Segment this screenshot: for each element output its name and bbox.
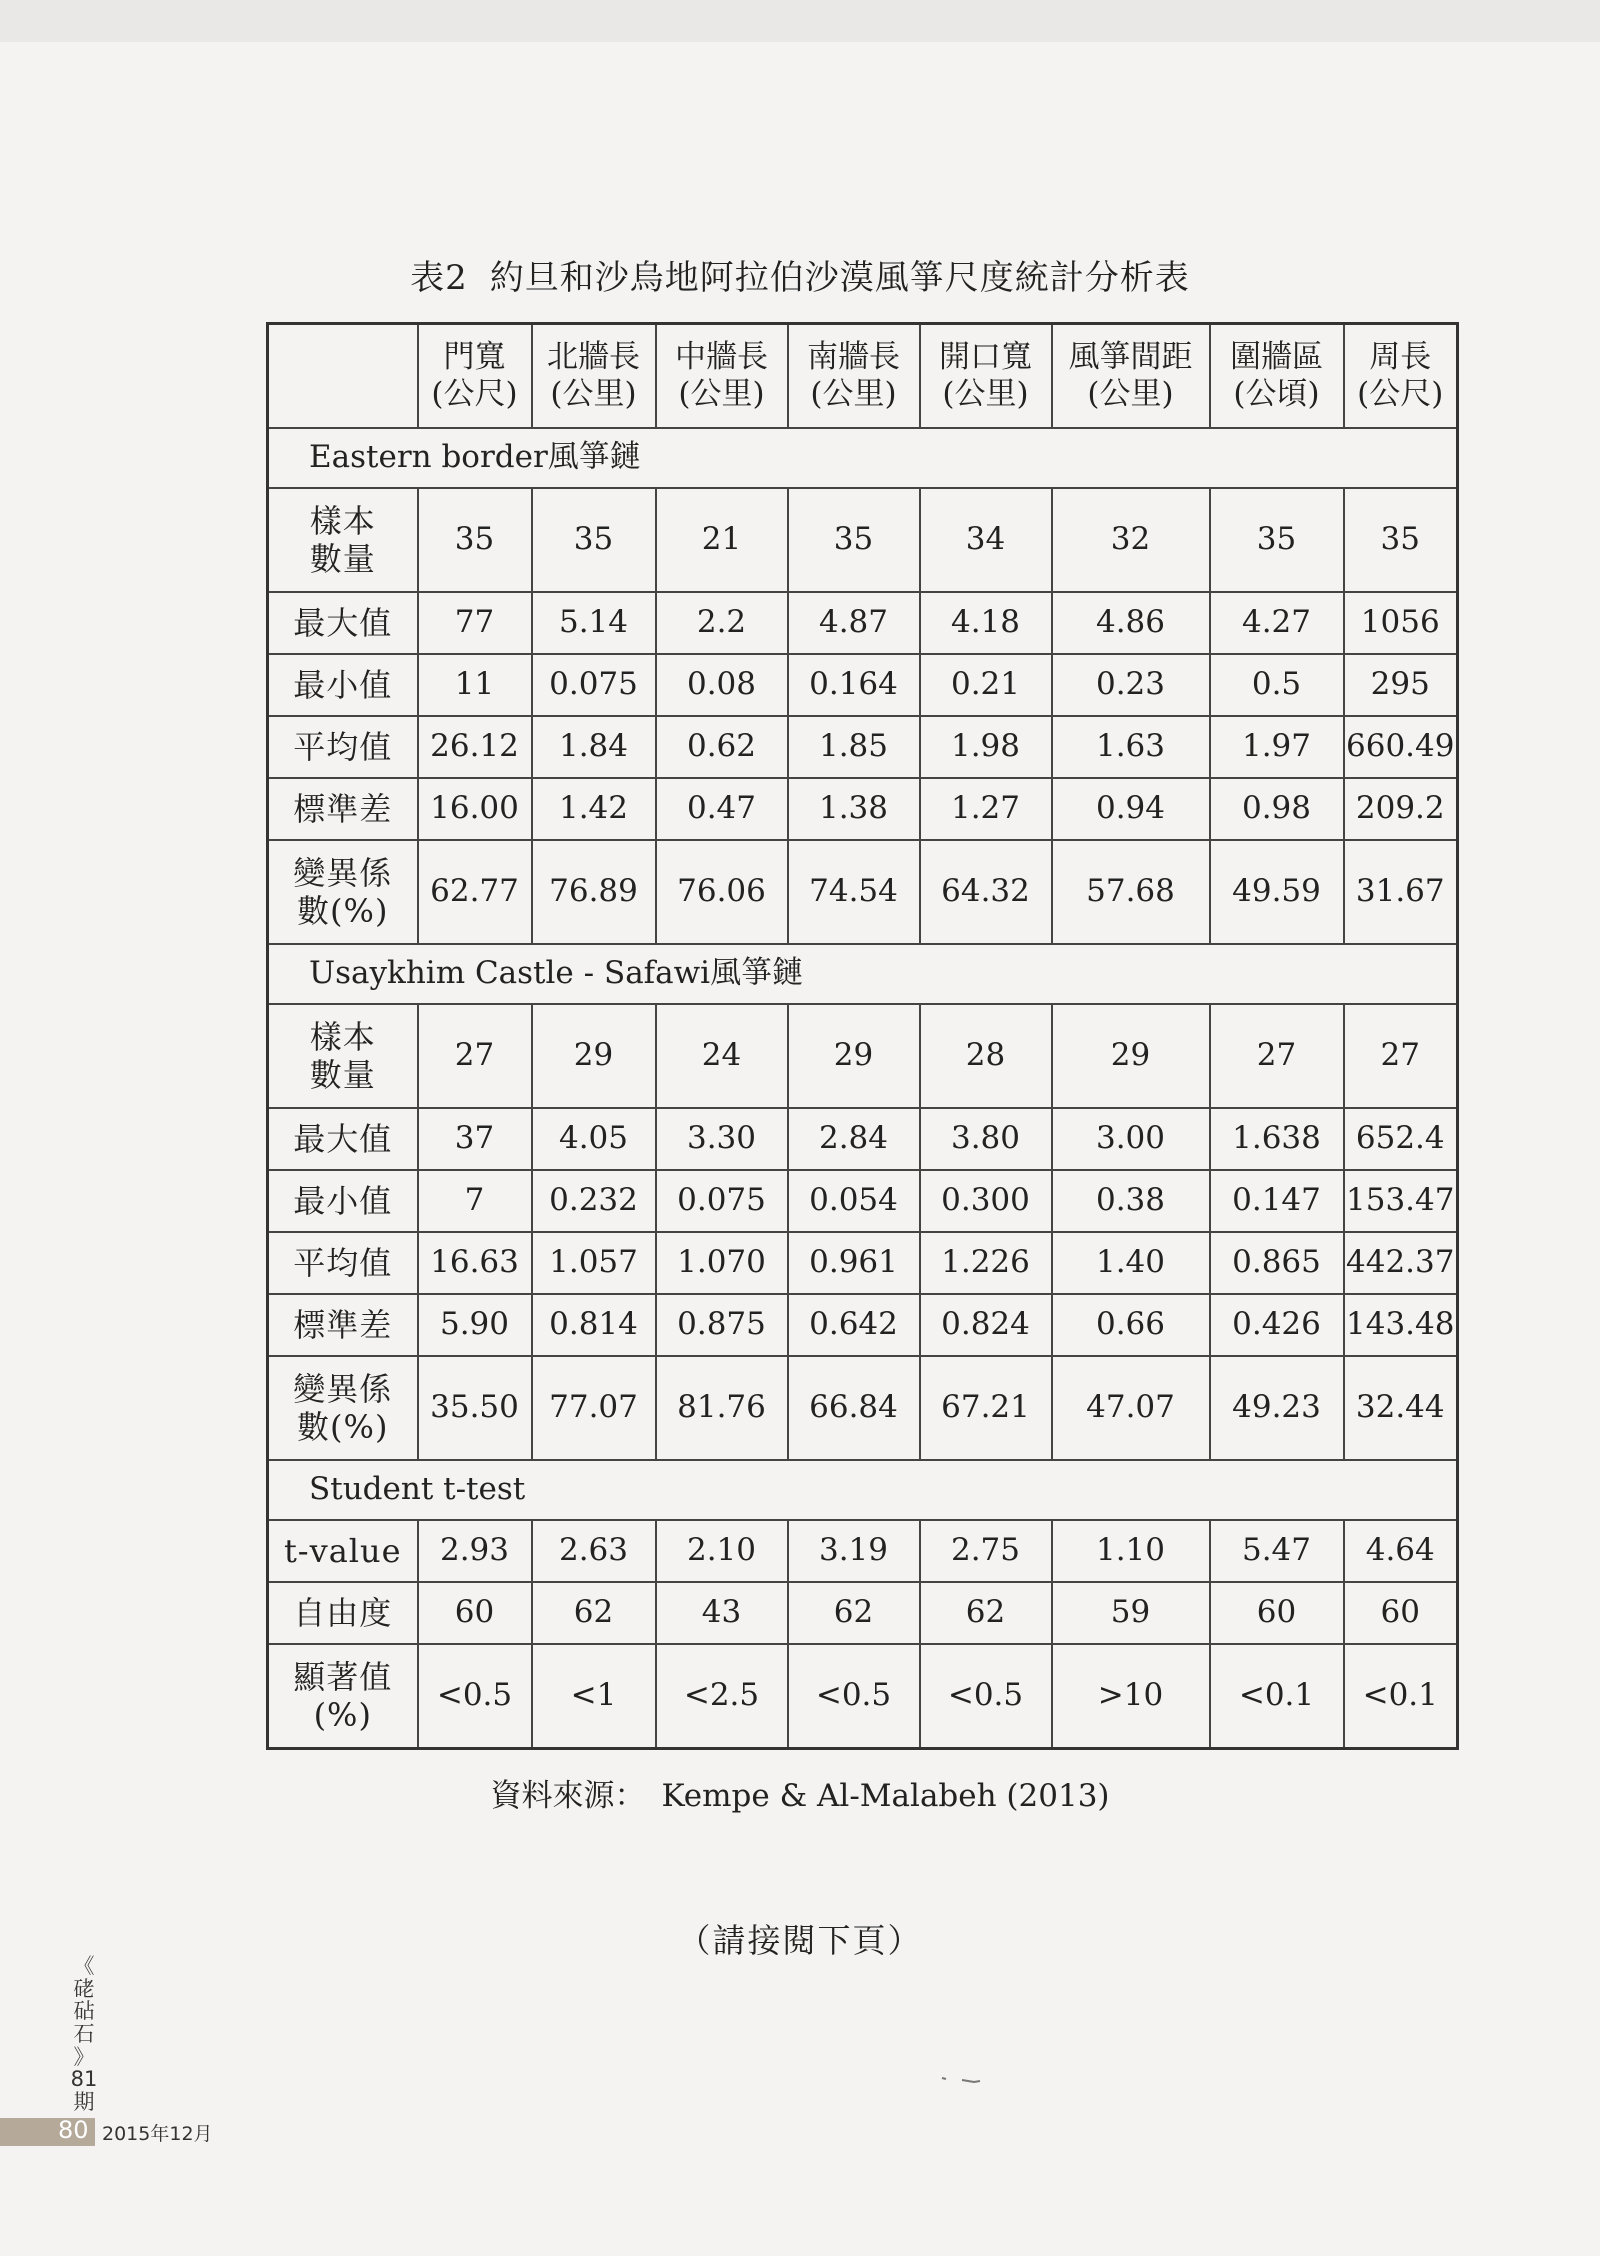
row-label-line: 標準差 bbox=[293, 789, 393, 828]
statistics-table bbox=[266, 322, 1459, 1750]
column-name: 周長 bbox=[1369, 338, 1432, 375]
table-cell: 0.47 bbox=[656, 778, 788, 840]
row-label-line: 最大值 bbox=[293, 603, 393, 642]
row-label bbox=[268, 1356, 418, 1460]
table-row bbox=[268, 840, 1458, 944]
table-row bbox=[268, 1294, 1458, 1356]
table-cell: 62 bbox=[920, 1582, 1052, 1644]
table-cell: 3.19 bbox=[788, 1520, 920, 1582]
table-cell: <0.1 bbox=[1344, 1644, 1458, 1749]
table-cell: 67.21 bbox=[920, 1356, 1052, 1460]
column-name: 圍牆區 bbox=[1230, 338, 1323, 375]
table-cell: 2.84 bbox=[788, 1108, 920, 1170]
table-row bbox=[268, 1520, 1458, 1582]
scan-smudge-mark bbox=[940, 2074, 1000, 2086]
column-name: 門寬 bbox=[443, 338, 506, 375]
column-unit: (公尺) bbox=[431, 376, 518, 412]
row-label bbox=[268, 840, 418, 944]
table-cell: 2.63 bbox=[532, 1520, 656, 1582]
table-cell: 0.38 bbox=[1052, 1170, 1210, 1232]
table-cell: 3.30 bbox=[656, 1108, 788, 1170]
table-cell: 0.98 bbox=[1210, 778, 1344, 840]
column-header bbox=[788, 324, 920, 429]
column-header bbox=[656, 324, 788, 429]
table-cell: 62 bbox=[788, 1582, 920, 1644]
section-title: Usaykhim Castle - Safawi風箏鏈 bbox=[268, 944, 1458, 1004]
table-cell: 66.84 bbox=[788, 1356, 920, 1460]
table-row bbox=[268, 778, 1458, 840]
table-cell: 76.06 bbox=[656, 840, 788, 944]
table-cell: 1.226 bbox=[920, 1232, 1052, 1294]
table-cell: 1.10 bbox=[1052, 1520, 1210, 1582]
table-row bbox=[268, 716, 1458, 778]
source-label: 資料來源： bbox=[490, 1778, 646, 1814]
column-name: 北牆長 bbox=[547, 338, 640, 375]
table-cell: 7 bbox=[418, 1170, 532, 1232]
row-label-line: t-value bbox=[283, 1531, 402, 1570]
publication-char: 硓 bbox=[73, 1976, 95, 2001]
column-unit: (公里) bbox=[1087, 376, 1174, 412]
column-unit: (公頃) bbox=[1233, 376, 1320, 412]
table-cell: 27 bbox=[1344, 1004, 1458, 1108]
table-cell: 0.824 bbox=[920, 1294, 1052, 1356]
table-cell: 0.08 bbox=[656, 654, 788, 716]
table-cell: 49.59 bbox=[1210, 840, 1344, 944]
table-cell: 0.426 bbox=[1210, 1294, 1344, 1356]
table-cell: 16.00 bbox=[418, 778, 532, 840]
row-label-line: 最小值 bbox=[293, 665, 393, 704]
row-label bbox=[268, 1294, 418, 1356]
table-cell: 2.10 bbox=[656, 1520, 788, 1582]
table-cell: 24 bbox=[656, 1004, 788, 1108]
table-cell: 1056 bbox=[1344, 592, 1458, 654]
row-label bbox=[268, 1232, 418, 1294]
table-cell: 4.27 bbox=[1210, 592, 1344, 654]
table-row bbox=[268, 654, 1458, 716]
row-label bbox=[268, 1170, 418, 1232]
table-cell: 57.68 bbox=[1052, 840, 1210, 944]
table-cell: 77 bbox=[418, 592, 532, 654]
section-header-row bbox=[268, 428, 1458, 488]
table-row bbox=[268, 1356, 1458, 1460]
table-cell: 1.057 bbox=[532, 1232, 656, 1294]
table-cell: 4.05 bbox=[532, 1108, 656, 1170]
table-cell: >10 bbox=[1052, 1644, 1210, 1749]
table-title: 約旦和沙烏地阿拉伯沙漠風箏尺度統計分析表 bbox=[489, 258, 1190, 298]
column-header bbox=[920, 324, 1052, 429]
table-row bbox=[268, 1004, 1458, 1108]
publication-char: 期 bbox=[73, 2090, 95, 2115]
table-cell: 28 bbox=[920, 1004, 1052, 1108]
table-cell: 47.07 bbox=[1052, 1356, 1210, 1460]
table-cell: 0.21 bbox=[920, 654, 1052, 716]
row-label-line: 顯著值 bbox=[293, 1657, 393, 1696]
table-cell: 35 bbox=[532, 488, 656, 592]
column-header bbox=[1344, 324, 1458, 429]
table-cell: 0.62 bbox=[656, 716, 788, 778]
table-cell: 143.48 bbox=[1344, 1294, 1458, 1356]
row-label bbox=[268, 1582, 418, 1644]
row-label-line: 自由度 bbox=[293, 1593, 393, 1632]
table-cell: 1.63 bbox=[1052, 716, 1210, 778]
table-cell: 62 bbox=[532, 1582, 656, 1644]
table-cell: 0.865 bbox=[1210, 1232, 1344, 1294]
row-label bbox=[268, 592, 418, 654]
row-label-line: 最小值 bbox=[293, 1181, 393, 1220]
table-cell: <0.1 bbox=[1210, 1644, 1344, 1749]
column-header bbox=[532, 324, 656, 429]
table-cell: 35 bbox=[1210, 488, 1344, 592]
page-number: 80 bbox=[58, 2116, 89, 2144]
row-label-line: 平均值 bbox=[293, 1243, 393, 1282]
row-label-line: 樣本 bbox=[309, 1017, 376, 1056]
source-citation: Kempe & Al-Malabeh (2013) bbox=[661, 1778, 1110, 1814]
row-label bbox=[268, 1644, 418, 1749]
column-name: 開口寬 bbox=[939, 338, 1032, 375]
row-label bbox=[268, 1004, 418, 1108]
table-cell: <0.5 bbox=[788, 1644, 920, 1749]
row-label-line: 平均值 bbox=[293, 727, 393, 766]
table-cell: 16.63 bbox=[418, 1232, 532, 1294]
header-corner-cell bbox=[268, 324, 418, 429]
table-cell: <2.5 bbox=[656, 1644, 788, 1749]
table-cell: 652.4 bbox=[1344, 1108, 1458, 1170]
table-cell: 442.37 bbox=[1344, 1232, 1458, 1294]
table-cell: 4.87 bbox=[788, 592, 920, 654]
table-cell: 62.77 bbox=[418, 840, 532, 944]
row-label-line: 數量 bbox=[309, 540, 376, 578]
column-header bbox=[418, 324, 532, 429]
table-cell: 4.64 bbox=[1344, 1520, 1458, 1582]
table-cell: 2.75 bbox=[920, 1520, 1052, 1582]
column-name: 南牆長 bbox=[807, 338, 900, 375]
table-cell: 0.94 bbox=[1052, 778, 1210, 840]
table-cell: 29 bbox=[532, 1004, 656, 1108]
column-unit: (公里) bbox=[678, 376, 765, 412]
row-label-line: 數(%) bbox=[297, 892, 389, 930]
row-label bbox=[268, 778, 418, 840]
row-label-line: (%) bbox=[313, 1696, 372, 1734]
table-cell: 3.80 bbox=[920, 1108, 1052, 1170]
table-cell: 1.638 bbox=[1210, 1108, 1344, 1170]
table-row bbox=[268, 488, 1458, 592]
publication-name bbox=[70, 1955, 98, 2114]
section-header-row bbox=[268, 944, 1458, 1004]
table-cell: 77.07 bbox=[532, 1356, 656, 1460]
table-number: 表2 bbox=[410, 258, 468, 298]
table-cell: 0.814 bbox=[532, 1294, 656, 1356]
row-label-line: 變異係 bbox=[293, 853, 393, 892]
table-cell: 0.300 bbox=[920, 1170, 1052, 1232]
table-cell: 1.97 bbox=[1210, 716, 1344, 778]
table-cell: 27 bbox=[418, 1004, 532, 1108]
row-label-line: 變異係 bbox=[293, 1369, 393, 1408]
table-row bbox=[268, 1582, 1458, 1644]
table-cell: 1.38 bbox=[788, 778, 920, 840]
table-cell: 59 bbox=[1052, 1582, 1210, 1644]
table-cell: 1.84 bbox=[532, 716, 656, 778]
table-cell: 660.49 bbox=[1344, 716, 1458, 778]
section-title: Student t-test bbox=[268, 1460, 1458, 1520]
table-cell: 1.27 bbox=[920, 778, 1052, 840]
row-label-line: 樣本 bbox=[309, 501, 376, 540]
table-cell: 32 bbox=[1052, 488, 1210, 592]
table-cell: 2.2 bbox=[656, 592, 788, 654]
row-label bbox=[268, 716, 418, 778]
table-cell: 29 bbox=[788, 1004, 920, 1108]
table-cell: 0.054 bbox=[788, 1170, 920, 1232]
table-caption bbox=[0, 250, 1600, 299]
table-row bbox=[268, 592, 1458, 654]
table-cell: 1.42 bbox=[532, 778, 656, 840]
table-cell: 35 bbox=[788, 488, 920, 592]
table-row bbox=[268, 1170, 1458, 1232]
table-cell: 27 bbox=[1210, 1004, 1344, 1108]
table-cell: 31.67 bbox=[1344, 840, 1458, 944]
table-cell: 60 bbox=[1344, 1582, 1458, 1644]
column-header bbox=[1052, 324, 1210, 429]
table-cell: 295 bbox=[1344, 654, 1458, 716]
section-header-row bbox=[268, 1460, 1458, 1520]
table-cell: 60 bbox=[1210, 1582, 1344, 1644]
table-cell: <0.5 bbox=[418, 1644, 532, 1749]
table-row bbox=[268, 1108, 1458, 1170]
table-cell: 49.23 bbox=[1210, 1356, 1344, 1460]
table-cell: 0.075 bbox=[532, 654, 656, 716]
table-cell: <1 bbox=[532, 1644, 656, 1749]
table-cell: 60 bbox=[418, 1582, 532, 1644]
table-cell: 32.44 bbox=[1344, 1356, 1458, 1460]
issue-date: 2015年12月 bbox=[102, 2123, 213, 2145]
table-cell: 35.50 bbox=[418, 1356, 532, 1460]
row-label bbox=[268, 1520, 418, 1582]
table-cell: 0.075 bbox=[656, 1170, 788, 1232]
table-cell: 35 bbox=[418, 488, 532, 592]
row-label-line: 數(%) bbox=[297, 1408, 389, 1446]
table-cell: 1.070 bbox=[656, 1232, 788, 1294]
table-row bbox=[268, 1644, 1458, 1749]
table-cell: 11 bbox=[418, 654, 532, 716]
column-unit: (公尺) bbox=[1357, 376, 1444, 412]
table-cell: <0.5 bbox=[920, 1644, 1052, 1749]
table-cell: 81.76 bbox=[656, 1356, 788, 1460]
table-cell: 29 bbox=[1052, 1004, 1210, 1108]
table-cell: 2.93 bbox=[418, 1520, 532, 1582]
table-cell: 0.5 bbox=[1210, 654, 1344, 716]
column-name: 風箏間距 bbox=[1068, 338, 1193, 375]
row-label-line: 最大值 bbox=[293, 1119, 393, 1158]
row-label bbox=[268, 488, 418, 592]
column-name: 中牆長 bbox=[675, 338, 768, 375]
table-cell: 5.47 bbox=[1210, 1520, 1344, 1582]
table-cell: 1.98 bbox=[920, 716, 1052, 778]
column-header bbox=[1210, 324, 1344, 429]
row-label bbox=[268, 1108, 418, 1170]
table-cell: 64.32 bbox=[920, 840, 1052, 944]
table-cell: 0.642 bbox=[788, 1294, 920, 1356]
row-label-line: 數量 bbox=[309, 1056, 376, 1094]
section-title: Eastern border風箏鏈 bbox=[268, 428, 1458, 488]
table-cell: 34 bbox=[920, 488, 1052, 592]
table-cell: 43 bbox=[656, 1582, 788, 1644]
row-label bbox=[268, 654, 418, 716]
publication-char: 《 bbox=[73, 1954, 95, 1978]
table-cell: 0.875 bbox=[656, 1294, 788, 1356]
continue-note: （請接閱下頁） bbox=[677, 1921, 923, 1960]
table-cell: 0.147 bbox=[1210, 1170, 1344, 1232]
table-cell: 209.2 bbox=[1344, 778, 1458, 840]
table-cell: 5.14 bbox=[532, 592, 656, 654]
scan-top-band bbox=[0, 0, 1600, 42]
table-cell: 76.89 bbox=[532, 840, 656, 944]
header-row bbox=[268, 324, 1458, 429]
table-cell: 26.12 bbox=[418, 716, 532, 778]
column-unit: (公里) bbox=[942, 376, 1029, 412]
row-label-line: 標準差 bbox=[293, 1305, 393, 1344]
table-cell: 74.54 bbox=[788, 840, 920, 944]
table-cell: 21 bbox=[656, 488, 788, 592]
column-unit: (公里) bbox=[810, 376, 897, 412]
data-source bbox=[0, 1770, 1600, 1815]
table-cell: 4.86 bbox=[1052, 592, 1210, 654]
table-row bbox=[268, 1232, 1458, 1294]
table-cell: 35 bbox=[1344, 488, 1458, 592]
table-cell: 37 bbox=[418, 1108, 532, 1170]
table-cell: 0.164 bbox=[788, 654, 920, 716]
table-cell: 0.23 bbox=[1052, 654, 1210, 716]
table-cell: 5.90 bbox=[418, 1294, 532, 1356]
table-cell: 4.18 bbox=[920, 592, 1052, 654]
table-cell: 3.00 bbox=[1052, 1108, 1210, 1170]
table-cell: 0.66 bbox=[1052, 1294, 1210, 1356]
publication-char: 》 bbox=[73, 2044, 95, 2069]
publication-char: 81 bbox=[70, 2067, 98, 2092]
column-unit: (公里) bbox=[550, 376, 637, 412]
publication-char: 石 bbox=[73, 2022, 95, 2047]
table-cell: 1.40 bbox=[1052, 1232, 1210, 1294]
table-cell: 153.47 bbox=[1344, 1170, 1458, 1232]
table-cell: 0.232 bbox=[532, 1170, 656, 1232]
publication-char: 砧 bbox=[73, 1999, 95, 2024]
table-cell: 1.85 bbox=[788, 716, 920, 778]
table-cell: 0.961 bbox=[788, 1232, 920, 1294]
